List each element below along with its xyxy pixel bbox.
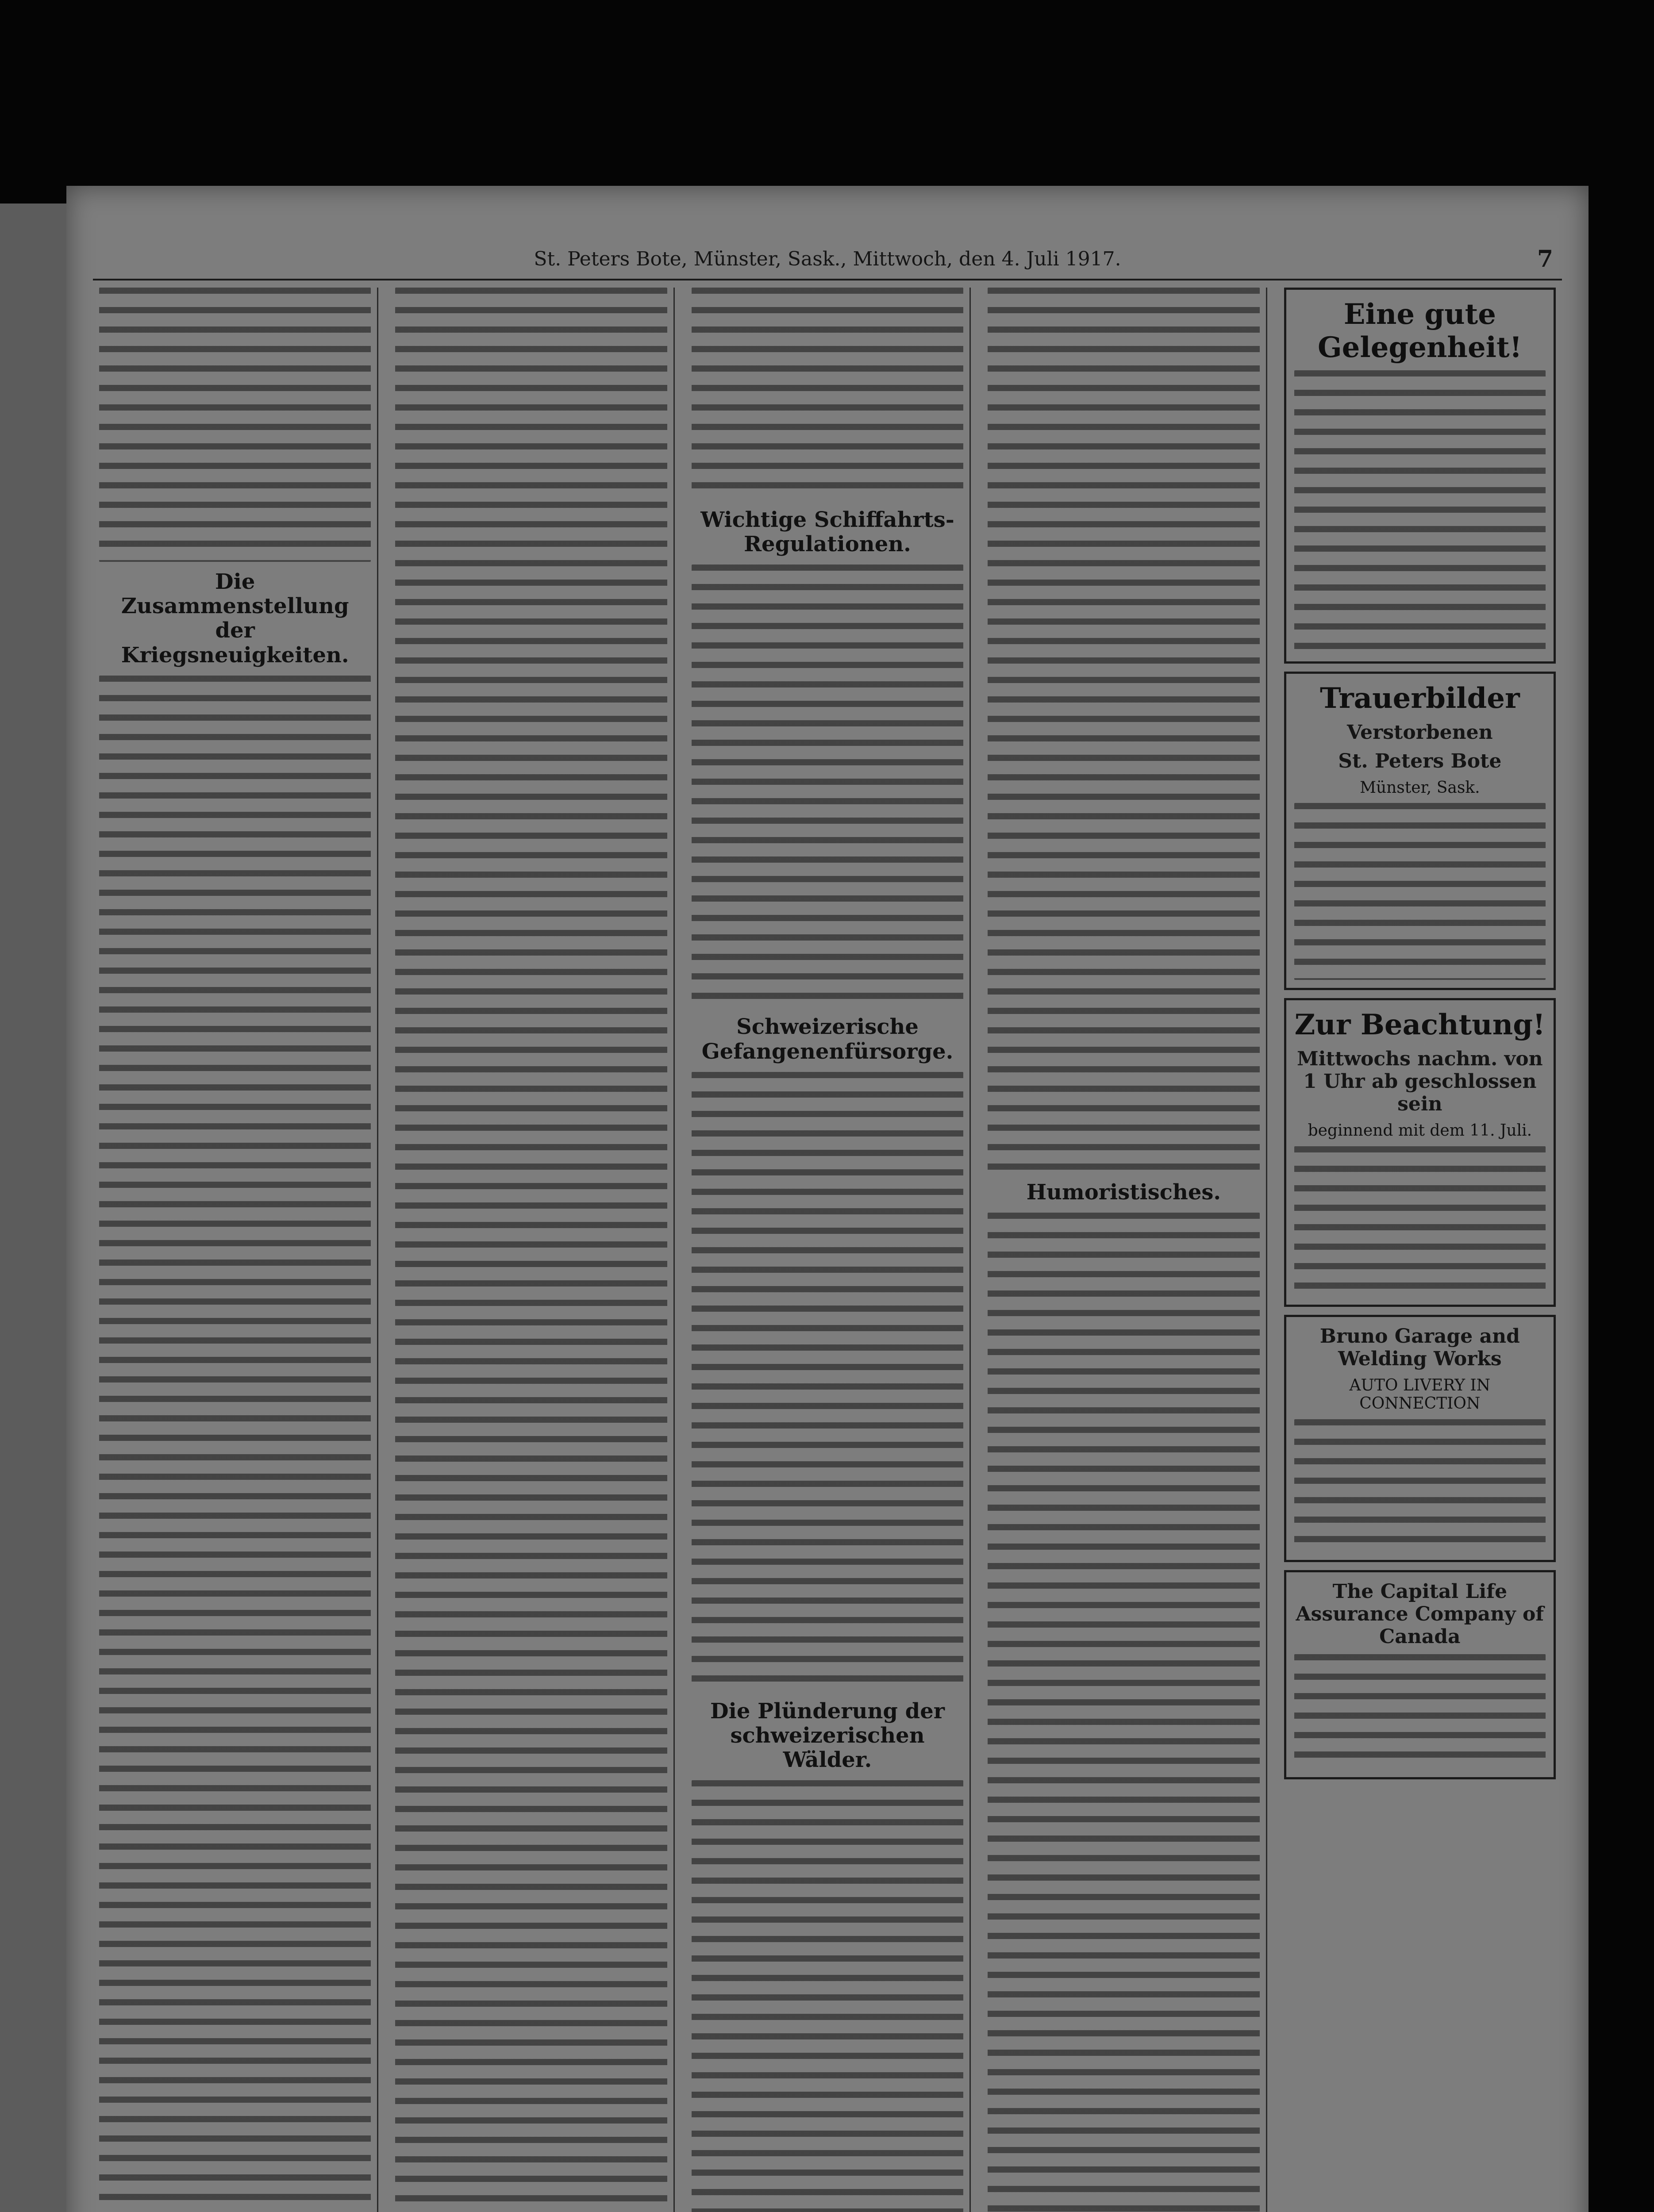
text-block	[988, 1213, 1259, 2212]
page-number: 7	[1537, 245, 1553, 273]
text-block	[692, 1780, 963, 2212]
newspaper-page	[66, 186, 1589, 2212]
column-2	[389, 288, 674, 2212]
ad-subtitle: Verstorbenen	[1347, 721, 1493, 744]
article-heading: Schweizerische Gefangenenfürsorge.	[701, 1014, 954, 1064]
ad-paper-name: St. Peters Bote	[1338, 750, 1502, 772]
masthead: St. Peters Bote, Münster, Sask., Mittwoch, den 4. Juli 1917.	[534, 247, 1121, 270]
advertisement	[1284, 1315, 1556, 1562]
garage-title: Bruno Garage and Welding Works	[1319, 1325, 1520, 1370]
column-4	[981, 288, 1267, 2212]
advertisement	[1284, 1570, 1556, 1779]
column-5	[1278, 288, 1562, 2212]
insurance-title: The Capital Life Assurance Company of Canada	[1296, 1580, 1544, 1648]
ad-title: Trauerbilder	[1319, 682, 1520, 715]
text-block	[1294, 1146, 1546, 1297]
article-heading: Humoristisches.	[1026, 1180, 1221, 1205]
column-3	[685, 288, 971, 2212]
text-block	[395, 288, 667, 2212]
article-heading: Die Plünderung der schweizerischen Wälder.	[710, 1698, 945, 1773]
page-header	[93, 239, 1562, 280]
columns	[93, 288, 1562, 2212]
ad-title: Eine gute Gelegenheit!	[1318, 298, 1522, 364]
text-block	[1294, 1419, 1546, 1552]
garage-subtitle: AUTO LIVERY IN CONNECTION	[1349, 1376, 1491, 1413]
text-block	[1294, 803, 1546, 980]
text-block	[692, 288, 963, 500]
previous-page-edge	[0, 204, 66, 2212]
text-block	[1294, 1654, 1546, 1769]
column-1	[93, 288, 378, 2212]
ad-place: Münster, Sask.	[1360, 779, 1480, 797]
text-block	[692, 1072, 963, 1691]
text-block	[99, 288, 371, 562]
text-block	[99, 676, 371, 2212]
article-heading: Wichtige Schiffahrts-Regulationen.	[700, 507, 954, 557]
advertisement	[1284, 672, 1556, 990]
advertisement	[1284, 288, 1556, 664]
text-block	[1294, 370, 1546, 653]
notice-title: Zur Beachtung!	[1294, 1008, 1546, 1042]
notice-date: beginnend mit dem 11. Juli.	[1308, 1121, 1532, 1140]
text-block	[692, 565, 963, 1007]
article-heading: Die Zusammenstellung der Kriegsneuigkeiten.	[121, 569, 349, 668]
notice-line: Mittwochs nachm. von 1 Uhr ab geschlossen sein	[1297, 1048, 1543, 1116]
text-block	[988, 288, 1259, 1172]
advertisement	[1284, 998, 1556, 1306]
